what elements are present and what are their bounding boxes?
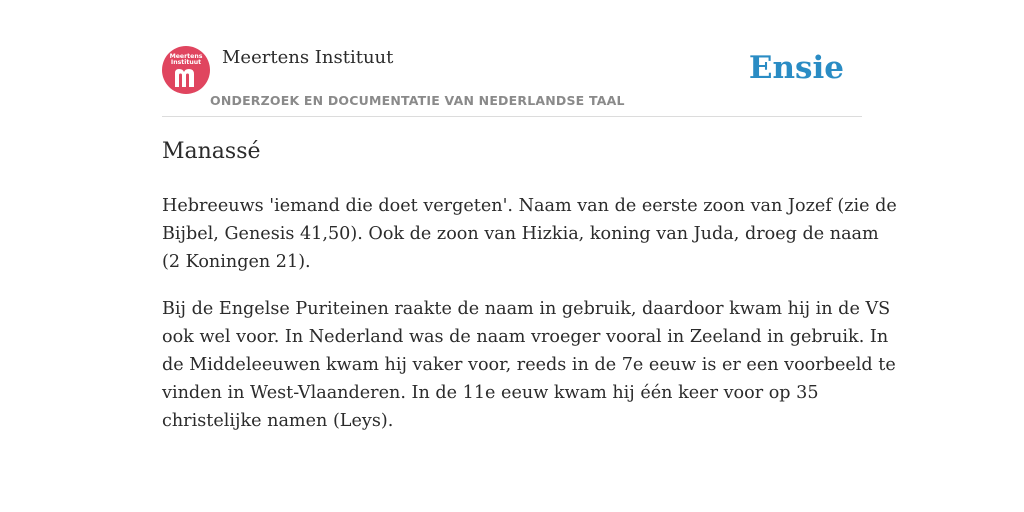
entry-paragraph-2 — [162, 295, 896, 435]
paragraph-line: Hebreeuws 'iemand die doet vergeten'. Naam van de eerste zoon van Jozef (zie de — [162, 196, 897, 216]
institute-tagline: ONDERZOEK EN DOCUMENTATIE VAN NEDERLANDSE TAAL — [210, 93, 625, 108]
meertens-logo[interactable] — [162, 46, 210, 94]
paragraph-line: de Middeleeuwen kwam hij vaker voor, reeds in de 7e eeuw is er een voorbeeld te — [162, 355, 896, 375]
paragraph-line: Bij de Engelse Puriteinen raakte de naam in gebruik, daardoor kwam hij in de VS — [162, 299, 891, 319]
logo-line-1: Meertens — [169, 53, 203, 60]
institute-name[interactable]: Meertens Instituut — [222, 47, 394, 68]
entry-paragraph-1 — [162, 192, 897, 276]
ensie-brand-link[interactable]: Ensie — [748, 50, 844, 86]
entry-body — [162, 192, 897, 454]
paragraph-line: (2 Koningen 21). — [162, 252, 311, 272]
site-header — [162, 46, 862, 117]
paragraph-line: Bijbel, Genesis 41,50). Ook de zoon van Hizkia, koning van Juda, droeg de naam — [162, 224, 879, 244]
paragraph-line: ook wel voor. In Nederland was de naam vroeger vooral in Zeeland in gebruik. In — [162, 327, 889, 347]
logo-m-icon — [173, 67, 199, 87]
paragraph-line: vinden in West-Vlaanderen. In de 11e eeuw kwam hij één keer voor op 35 — [162, 383, 819, 403]
paragraph-line: christelijke namen (Leys). — [162, 411, 394, 431]
entry-title: Manassé — [162, 139, 261, 164]
logo-line-2: Instituut — [170, 59, 202, 66]
